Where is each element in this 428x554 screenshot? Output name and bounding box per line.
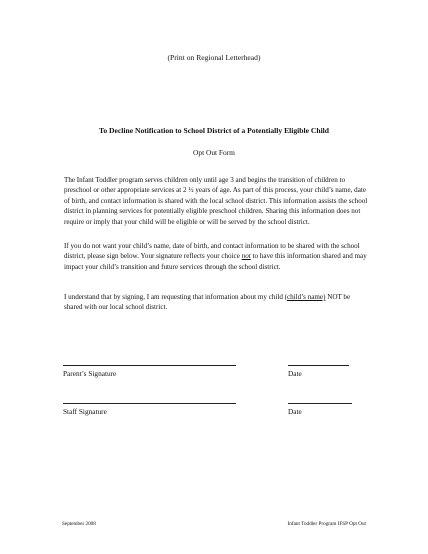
footer-form-name: Infant Toddler Program IFSP Opt Out — [287, 521, 366, 527]
consent-text-end: NOT be shared with our local school district. — [64, 293, 351, 312]
child-name-field: child’s name) — [287, 293, 326, 301]
opt-out-text-end: to have this information shared and may impact your child’s transition and future services through the school district. — [64, 252, 367, 271]
emphasis-not: not — [241, 252, 251, 261]
form-subtitle: Opt Out Form — [193, 148, 235, 157]
opt-out-paragraph — [64, 241, 368, 272]
letterhead-note: (Print on Regional Letterhead) — [167, 53, 261, 62]
consent-paragraph — [64, 292, 368, 313]
staff-date-label: Date — [288, 407, 302, 416]
intro-paragraph: The Infant Toddler program serves children only until age 3 and begins the transition of children to preschool or other appropriate services at 2 ½ years of age. As part of this process, your child’s name, date of birth, and contact information is shared with the local school district. This information assists the school district in planning services for potentially eligible preschool children. Sharing this information does not require or imply that your child will be eligible or will be served by the school district. — [64, 176, 368, 226]
footer-date: September 2008 — [62, 521, 96, 527]
staff-signature-line[interactable] — [63, 403, 236, 404]
parent-date-line[interactable] — [288, 365, 349, 366]
staff-date-line[interactable] — [288, 403, 352, 404]
staff-signature-label: Staff Signature — [63, 407, 107, 416]
parent-signature-line[interactable] — [63, 365, 236, 366]
opt-out-text-start: If you do not want your child’s name, date of birth, and contact information to be shared with the school district, please sign below. Your signature reflects your choice — [64, 242, 360, 261]
parent-date-label: Date — [288, 369, 302, 378]
form-title: To Decline Notification to School District of a Potentially Eligible Child — [98, 126, 330, 135]
consent-text-start: I understand that by signing, I am requesting that information about my child ( — [64, 293, 288, 301]
parent-signature-label: Parent’s Signature — [63, 369, 117, 378]
